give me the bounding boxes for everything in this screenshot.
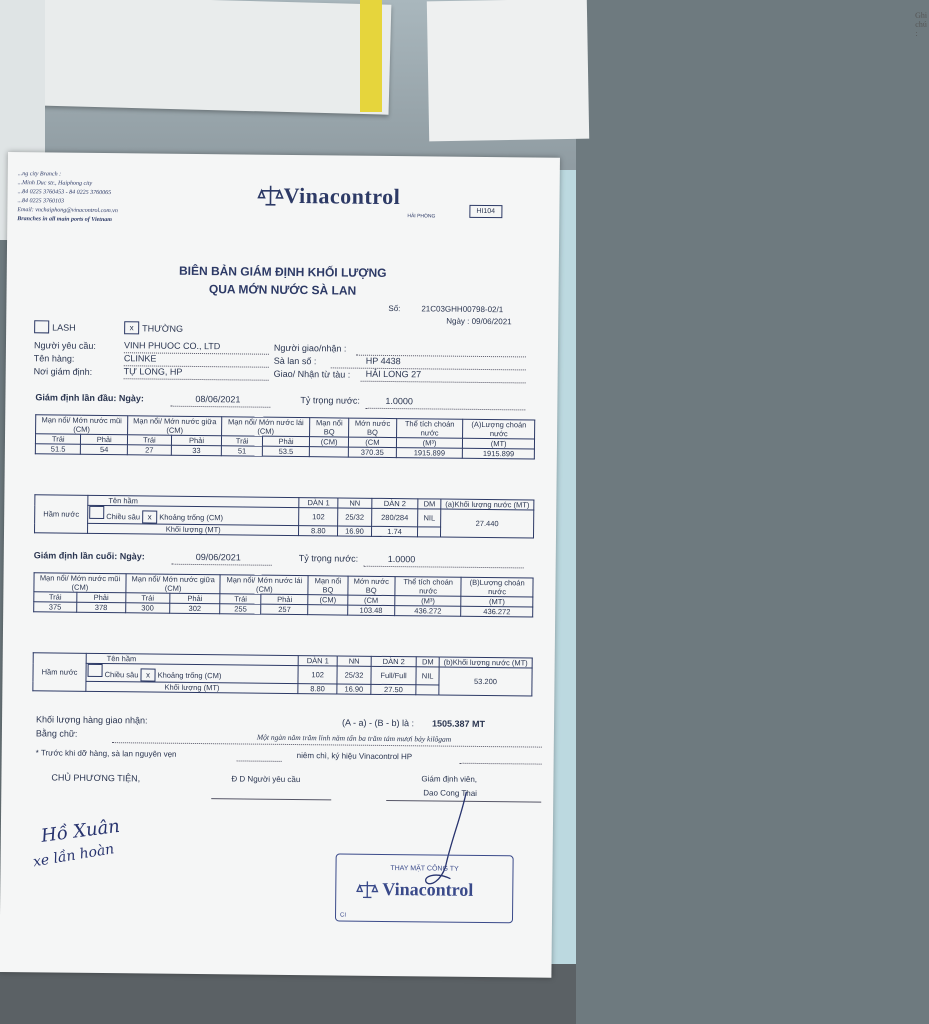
giao-nhan-label: Giao/ Nhận từ tàu : [273, 368, 351, 380]
field-line [331, 367, 526, 370]
scale-icon [356, 879, 378, 899]
header-cell: Mạn nổi BQ [310, 418, 349, 437]
lash-checkbox [34, 320, 49, 333]
value-cell [418, 527, 441, 537]
ham-nuoc-cell: Hầm nước [33, 653, 86, 692]
value-cell: 27 [127, 445, 171, 455]
subheader-cell: (CM [347, 595, 395, 605]
khoang-trong-checkbox: x [142, 510, 157, 523]
value-cell: 25/32 [338, 508, 372, 526]
yellow-divider [360, 0, 382, 112]
draft-table-initial [35, 414, 535, 459]
header-cell: Mớn nước BQ [349, 418, 397, 437]
draft-table-final [33, 572, 533, 617]
field-line [361, 381, 526, 384]
sa-lan-label: Sà lan số : [273, 355, 317, 367]
value-cell: 378 [76, 602, 125, 613]
branch-line: ...Minh Duc str., Haiphong city [17, 180, 93, 187]
value-cell: 375 [34, 602, 77, 612]
value-cell: NIL [418, 509, 441, 527]
header-cell: Mạn nổi/ Mớn nước giữa (CM) [128, 416, 222, 436]
company-stamp [335, 853, 514, 923]
branch-info [17, 170, 118, 225]
field-line [460, 763, 542, 765]
chieu-sau-label: Chiều sâu [104, 670, 139, 680]
subheader-cell: Trái [127, 435, 171, 445]
value-cell: 102 [298, 666, 337, 684]
field-line [364, 566, 524, 569]
subheader-cell: Trái [34, 592, 77, 602]
khoang-trong-checkbox: x [140, 668, 155, 681]
value-cell: 54 [81, 444, 128, 454]
form-code: HI104 [469, 205, 502, 218]
field-line [365, 408, 525, 411]
thuong-checkbox: x [124, 321, 139, 334]
value-cell: 53.5 [262, 446, 309, 456]
khoi-luong-label: Khối lượng hàng giao nhận: [36, 714, 148, 726]
value-cell: 33 [171, 445, 222, 456]
giam-dinh-vien-label: Giám định viên, [421, 774, 478, 784]
signature-line [211, 798, 331, 800]
bang-chu-label: Bằng chữ: [35, 728, 78, 739]
document-date: Ngày : 09/06/2021 [446, 316, 512, 327]
khoi-luong-cell: Khối lượng (MT) [88, 523, 299, 535]
subheader-cell: (CM) [310, 437, 349, 447]
noi-giam-dinh-value: TỰ LONG, HP [123, 366, 183, 377]
noi-giam-dinh-label: Nơi giám định: [33, 366, 93, 377]
document-subtitle: QUA MỚN NƯỚC SÀ LAN [208, 282, 357, 298]
subheader-cell: (CM) [308, 595, 347, 605]
header-cell: Mạn nổi/ Mớn nước mũi (CM) [34, 573, 126, 593]
value-cell: 8.80 [299, 526, 338, 536]
subheader-cell: (CM [349, 437, 396, 447]
header-cell: DM [418, 499, 441, 509]
thuong-label: THƯỜNG [142, 322, 184, 334]
header-cell: Thể tích choán nước [395, 577, 461, 597]
header-cell: NN [337, 656, 371, 666]
header-cell: NN [338, 498, 372, 508]
branch-line: ...84 0225 3760453 - 84 0225 3760065 [17, 189, 112, 197]
khoang-trong-label: Khoảng trống (CM) [157, 670, 222, 681]
scale-icon [257, 185, 283, 207]
total-cell: 53.200 [439, 667, 532, 696]
subheader-cell: Trái [220, 594, 261, 604]
header-cell: Mạn nổi BQ [308, 576, 347, 595]
vinacontrol-logo [257, 183, 400, 210]
value-cell: 1915.899 [396, 448, 463, 459]
subheader-cell: Phải [81, 434, 128, 444]
header-cell: (a)Khối lượng nước (MT) [441, 499, 534, 510]
stamp-logo [356, 879, 473, 901]
field-line [112, 742, 542, 748]
chieu-sau-checkbox [89, 506, 104, 519]
ty-trong-label: Tỷ trọng nước: [300, 395, 360, 406]
value-cell [308, 605, 347, 615]
lash-option [34, 320, 76, 333]
subheader-cell: (MT) [463, 438, 535, 449]
total-cell: 27.440 [440, 509, 533, 538]
mode-cell [88, 505, 300, 525]
giam-dinh-vien-name: Dao Cong Thai [423, 788, 478, 798]
khoi-luong-cell: Khối lượng (MT) [86, 681, 298, 693]
value-cell: 1.74 [371, 526, 418, 536]
value-cell: 436.272 [461, 606, 533, 617]
header-cell: (A)Lượng choán nước [463, 419, 535, 439]
value-cell: 280/284 [371, 508, 418, 526]
subheader-cell: Trái [126, 593, 170, 603]
value-cell: 8.80 [298, 684, 337, 694]
value-cell: 16.90 [338, 526, 372, 536]
value-cell: 302 [169, 603, 220, 614]
value-cell: 27.50 [371, 684, 416, 694]
value-cell: 103.48 [347, 605, 395, 615]
ten-hang-label: Tên hàng: [33, 353, 75, 364]
value-cell: 102 [299, 508, 338, 526]
so-label: Số: [388, 303, 401, 314]
giam-dinh-dau-label: Giám định lần đầu: Ngày: [35, 392, 144, 404]
ty-trong-value: 1.0000 [387, 553, 416, 565]
bang-chu-value: Một ngàn năm trăm linh năm tấn ba trăm tám mươi bảy kilôgam [256, 732, 452, 744]
header-cell: Mớn nước BQ [347, 576, 395, 595]
stamp-ci: CI [339, 912, 347, 919]
value-cell: Full/Full [371, 666, 417, 684]
folder [29, 0, 392, 115]
value-cell: 436.272 [395, 606, 461, 617]
logo-text: Vinacontrol [283, 182, 401, 210]
value-cell [309, 447, 348, 457]
sa-lan-value: HP 4438 [365, 355, 401, 367]
header-cell: Mạn nổi/ Mớn nước lái (CM) [222, 417, 310, 437]
ham-nuoc-cell: Hầm nước [35, 495, 88, 534]
giam-dinh-dau-date: 08/06/2021 [195, 393, 241, 405]
subheader-cell: Trái [35, 434, 81, 444]
chieu-sau-label: Chiều sâu [106, 512, 141, 522]
chieu-sau-checkbox [88, 664, 103, 677]
value-cell: 255 [220, 604, 261, 614]
niem-chi-text: niêm chì, ký hiệu Vinacontrol HP [296, 751, 413, 762]
subheader-cell: Phải [171, 435, 222, 446]
value-cell: NIL [416, 667, 439, 685]
giam-dinh-cuoi-label: Giám định lần cuối: Ngày: [33, 550, 145, 562]
document-number: 21C03GHH00798-02/1 [421, 304, 504, 315]
nguoi-giao-label: Người giao/nhận : [273, 342, 347, 354]
branch-line: ...84 0225 3760103 [17, 198, 65, 205]
subheader-cell: Phải [77, 592, 126, 603]
header-cell: DÀN 2 [371, 656, 416, 666]
thuong-option [124, 321, 183, 335]
formula: (A - a) - (B - b) là : [341, 717, 415, 729]
field-line [237, 760, 282, 761]
handwritten-note: xe lần hoàn [31, 841, 116, 871]
branch-line: Branches in all main ports of Vietnam [17, 216, 113, 224]
inspection-document [0, 152, 560, 978]
ten-ham-cell: Tên hầm [88, 495, 299, 507]
header-cell: (B)Lượng choán nước [461, 577, 533, 597]
subheader-cell: Phải [262, 436, 309, 446]
value-cell: 25/32 [337, 666, 371, 684]
value-cell: 51.5 [35, 444, 81, 454]
handwritten-signature: Hồ Xuân [39, 815, 122, 847]
header-cell: DM [416, 657, 439, 667]
value-cell: 1915.899 [463, 448, 535, 459]
header-cell: Mạn nổi/ Mớn nước mũi (CM) [36, 415, 128, 435]
value-cell [416, 685, 439, 695]
ten-ham-cell: Tên hầm [86, 653, 298, 665]
header-cell: DÀN 1 [299, 498, 338, 508]
document-title: BIÊN BẢN GIÁM ĐỊNH KHỐI LƯỢNG [178, 263, 387, 280]
ty-trong-label: Tỷ trọng nước: [298, 553, 359, 564]
header-cell: Thể tích choán nước [396, 419, 463, 439]
header-cell: (b)Khối lượng nước (MT) [439, 657, 532, 668]
mode-cell [86, 663, 298, 683]
value-cell: 257 [261, 604, 308, 614]
branch-line: Email: vnchaiphong@vinacontrol.com.vn [17, 207, 118, 215]
ty-trong-value: 1.0000 [385, 395, 413, 407]
total-weight: 1505.387 MT [431, 718, 486, 730]
field-line [172, 564, 272, 566]
header-cell: Mạn nổi/ Mớn nước giữa (CM) [126, 574, 221, 594]
subheader-cell: (M³) [395, 596, 461, 607]
logo-subtitle: HẢI PHÒNG [407, 213, 436, 220]
field-line [124, 378, 269, 381]
nguoi-yeu-cau-label: Người yêu cầu: [33, 340, 96, 351]
stamp-logo-text: Vinacontrol [382, 878, 474, 900]
ten-hang-value: CLINKE [123, 353, 157, 364]
khoang-trong-label: Khoảng trống (CM) [159, 512, 224, 523]
subheader-cell: Trái [222, 436, 263, 446]
value-cell: 51 [222, 446, 263, 456]
chu-phuong-tien-label: CHỦ PHƯƠNG TIỆN, [51, 772, 141, 784]
subheader-cell: Phải [261, 594, 308, 604]
subheader-cell: (MT) [461, 596, 533, 607]
header-cell: DÀN 2 [372, 498, 419, 508]
dai-dien-label: Đ D Người yêu cầu [231, 774, 301, 785]
header-cell: DÀN 1 [298, 656, 337, 666]
ballast-table-final [32, 652, 532, 696]
giam-dinh-cuoi-date: 09/06/2021 [195, 551, 241, 563]
ghi-chu-label: Ghi chú : [915, 10, 928, 38]
stamp-heading: THAY MẶT CÔNG TY [390, 865, 459, 873]
value-cell: 300 [126, 603, 170, 613]
subheader-cell: (M³) [396, 438, 463, 449]
truoc-khi-do-hang: * Trước khi dỡ hàng, sà lan nguyên vẹn [35, 748, 177, 759]
value-cell: 16.90 [337, 684, 371, 694]
lash-label: LASH [52, 321, 76, 333]
right-paper [427, 0, 928, 141]
field-line [170, 406, 270, 408]
nguoi-yeu-cau-value: VINH PHUOC CO., LTD [123, 340, 221, 352]
branch-line: ...ng city Branch : [17, 171, 62, 178]
ballast-table-initial [34, 494, 534, 538]
header-cell: Mạn nổi/ Mớn nước lái (CM) [220, 575, 308, 595]
value-cell: 370.35 [349, 447, 396, 457]
giao-nhan-value: HẢI LONG 27 [365, 368, 422, 380]
subheader-cell: Phải [170, 593, 221, 604]
